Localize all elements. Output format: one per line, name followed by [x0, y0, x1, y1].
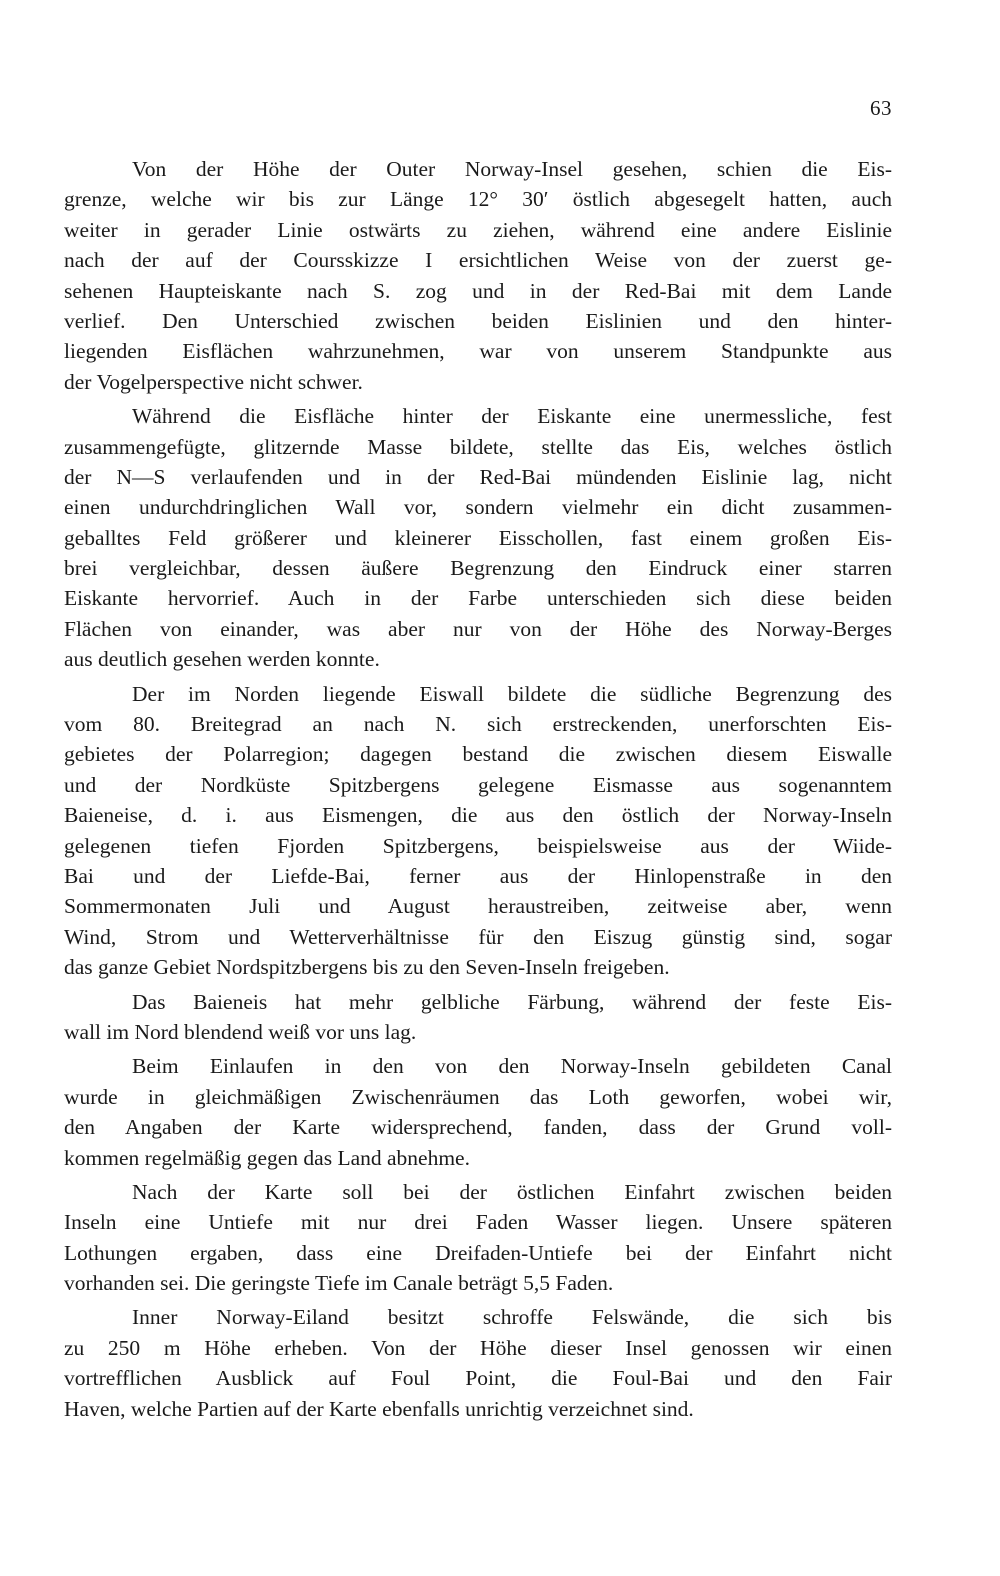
paragraph: [64, 1302, 892, 1424]
text-line: Wind, Strom und Wetterverhältnisse für den Eiszug günstig sind, sogar: [64, 924, 892, 949]
paragraph: [64, 1051, 892, 1173]
text-line: Sommermonaten Juli und August heraustreiben, zeitweise aber, wenn: [64, 894, 892, 919]
text-line: der N—S verlaufenden und in der Red-Bai mündenden Eislinie lag, nicht: [64, 464, 892, 489]
paragraph: [64, 401, 892, 675]
text-line: gelegenen tiefen Fjorden Spitzbergens, beispielsweise aus der Wiide-: [64, 833, 892, 858]
text-line: einen undurchdringlichen Wall vor, sondern vielmehr ein dicht zusammen-: [64, 495, 892, 520]
text-line: vorhanden sei. Die geringste Tiefe im Canale beträgt 5,5 Faden.: [64, 1271, 614, 1296]
text-line: wurde in gleichmäßigen Zwischenräumen das Loth geworfen, wobei wir,: [64, 1084, 892, 1109]
text-line: gebietes der Polarregion; dagegen bestand die zwischen diesem Eiswalle: [64, 742, 892, 767]
text-line: kommen regelmäßig gegen das Land abnehme.: [64, 1145, 470, 1170]
text-line: Während die Eisfläche hinter der Eiskante eine unermessliche, fest: [132, 404, 892, 429]
text-line: Flächen von einander, was aber nur von der Höhe des Norway-Berges: [64, 616, 892, 641]
text-line: der Vogelperspective nicht schwer.: [64, 369, 363, 394]
text-line: Von der Höhe der Outer Norway-Insel gesehen, schien die Eis-: [132, 157, 892, 181]
text-line: Nach der Karte soll bei der östlichen Einfahrt zwischen beiden: [132, 1179, 892, 1204]
text-line: den Angaben der Karte widersprechend, fanden, dass der Grund voll-: [64, 1115, 892, 1140]
text-line: weiter in gerader Linie ostwärts zu ziehen, während eine andere Eislinie: [64, 217, 892, 242]
text-line: das ganze Gebiet Nordspitzbergens bis zu den Seven-Inseln freigeben.: [64, 955, 670, 980]
text-line: verlief. Den Unterschied zwischen beiden Eislinien und den hinter-: [64, 308, 892, 333]
text-line: Der im Norden liegende Eiswall bildete die südliche Begrenzung des: [132, 681, 892, 706]
text-line: grenze, welche wir bis zur Länge 12° 30′ östlich abgesegelt hatten, auch: [64, 187, 892, 212]
text-line: Eiskante hervorrief. Auch in der Farbe unterschieden sich diese beiden: [64, 586, 892, 611]
text-line: und der Nordküste Spitzbergens gelegene Eismasse aus sogenanntem: [64, 772, 892, 797]
text-line: Baieneise, d. i. aus Eismengen, die aus den östlich der Norway-Inseln: [64, 803, 892, 828]
page-number: 63: [870, 96, 892, 120]
text-line: Inseln eine Untiefe mit nur drei Faden Wasser liegen. Unsere späteren: [64, 1210, 892, 1235]
text-line: Das Baieneis hat mehr gelbliche Färbung, während der feste Eis-: [132, 989, 892, 1014]
text-line: Lothungen ergaben, dass eine Dreifaden-Untiefe bei der Einfahrt nicht: [64, 1240, 892, 1265]
text-line: Beim Einlaufen in den von den Norway-Inseln gebildeten Canal: [132, 1054, 892, 1079]
text-line: brei vergleichbar, dessen äußere Begrenzung den Eindruck einer starren: [64, 556, 892, 581]
text-line: vortrefflichen Ausblick auf Foul Point, die Foul-Bai und den Fair: [64, 1366, 892, 1391]
text-line: sehenen Haupteiskante nach S. zog und in der Red-Bai mit dem Lande: [64, 278, 892, 303]
text-line: liegenden Eisflächen wahrzunehmen, war von unserem Standpunkte aus: [64, 339, 892, 364]
text-line: Inner Norway-Eiland besitzt schroffe Felswände, die sich bis: [132, 1305, 892, 1330]
text-line: Bai und der Liefde-Bai, ferner aus der Hinlopenstraße in den: [64, 863, 892, 888]
paragraph: [64, 987, 892, 1048]
paragraph: [64, 154, 892, 397]
body-text: [64, 154, 892, 1428]
text-line: geballtes Feld größerer und kleinerer Eisschollen, fast einem großen Eis-: [64, 525, 892, 550]
text-line: Haven, welche Partien auf der Karte ebenfalls unrichtig verzeichnet sind.: [64, 1396, 694, 1421]
text-line: wall im Nord blendend weiß vor uns lag.: [64, 1019, 417, 1044]
text-line: nach der auf der Coursskizze I ersichtlichen Weise von der zuerst ge-: [64, 248, 892, 273]
text-line: vom 80. Breitegrad an nach N. sich erstreckenden, unerforschten Eis-: [64, 712, 892, 737]
paragraph: [64, 1177, 892, 1299]
text-line: zu 250 m Höhe erheben. Von der Höhe dieser Insel genossen wir einen: [64, 1335, 892, 1360]
text-line: aus deutlich gesehen werden konnte.: [64, 647, 380, 672]
paragraph: [64, 679, 892, 983]
text-line: zusammengefügte, glitzernde Masse bildete, stellte das Eis, welches östlich: [64, 434, 892, 459]
